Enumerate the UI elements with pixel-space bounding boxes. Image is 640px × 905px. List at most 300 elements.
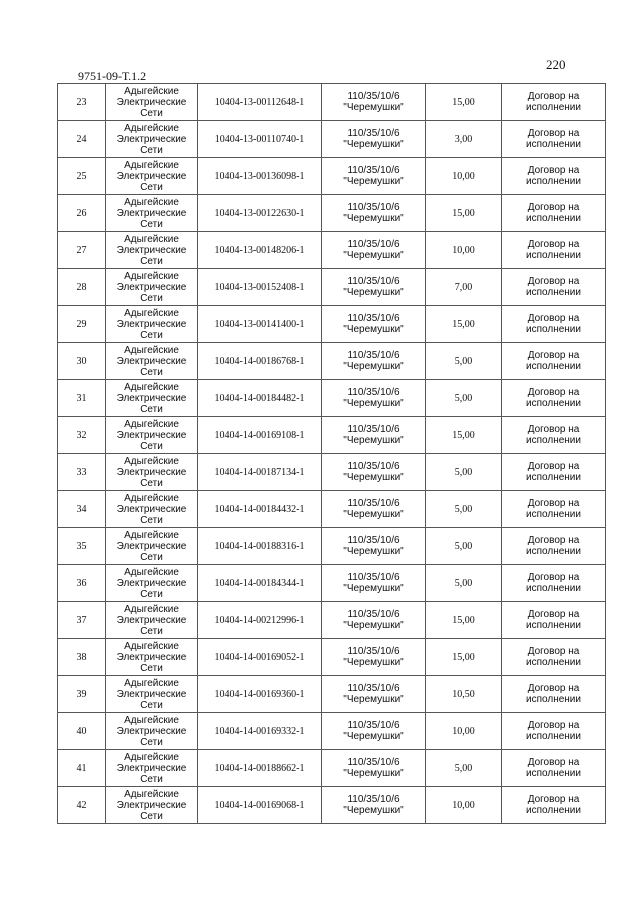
substation-line: 110/35/10/6 — [347, 572, 400, 583]
application-id: 10404-13-00112648-1 — [214, 96, 305, 108]
power-value: 10,00 — [452, 170, 475, 182]
substation-line: 110/35/10/6 — [347, 535, 400, 546]
application-id: 10404-14-00186768-1 — [214, 355, 305, 367]
substation-cell — [322, 380, 426, 417]
status-cell — [502, 343, 606, 380]
registry-table-body — [58, 84, 606, 824]
power-value: 10,00 — [452, 244, 475, 256]
row-number-cell — [58, 269, 106, 306]
organization-line: Адыгейские — [124, 270, 179, 282]
registry-table — [57, 83, 606, 824]
power-cell — [426, 269, 502, 306]
organization-cell — [106, 306, 198, 343]
organization-cell — [106, 454, 198, 491]
substation-line: 110/35/10/6 — [347, 202, 400, 213]
substation-line: "Черемушки" — [343, 398, 404, 409]
substation-line: "Черемушки" — [343, 139, 404, 150]
table-row — [58, 232, 606, 269]
status-line: исполнении — [526, 805, 581, 816]
application-id: 10404-14-00169108-1 — [214, 429, 305, 441]
table-row — [58, 676, 606, 713]
row-number: 34 — [76, 503, 87, 515]
organization-line: Адыгейские — [124, 677, 179, 689]
row-number: 31 — [76, 392, 87, 404]
organization-line: Сети — [140, 514, 163, 526]
substation-line: "Черемушки" — [343, 176, 404, 187]
substation-line: "Черемушки" — [343, 102, 404, 113]
application-id: 10404-14-00212996-1 — [214, 614, 305, 626]
substation-cell — [322, 121, 426, 158]
power-value: 5,00 — [454, 392, 473, 404]
status-line: исполнении — [526, 324, 581, 335]
status-cell — [502, 528, 606, 565]
status-line: Договор на — [527, 165, 580, 176]
organization-line: Сети — [140, 181, 163, 193]
organization-line: Сети — [140, 403, 163, 415]
table-row — [58, 491, 606, 528]
application-id: 10404-13-00136098-1 — [214, 170, 305, 182]
power-cell — [426, 343, 502, 380]
row-number: 36 — [76, 577, 87, 589]
application-id: 10404-14-00184482-1 — [214, 392, 305, 404]
application-id: 10404-14-00187134-1 — [214, 466, 305, 478]
organization-line: Электрические — [116, 614, 187, 626]
row-number: 26 — [76, 207, 87, 219]
status-line: исполнении — [526, 509, 581, 520]
organization-line: Электрические — [116, 725, 187, 737]
row-number: 35 — [76, 540, 87, 552]
organization-cell — [106, 639, 198, 676]
row-number-cell — [58, 602, 106, 639]
substation-line: 110/35/10/6 — [347, 128, 400, 139]
organization-line: Сети — [140, 588, 163, 600]
organization-line: Электрические — [116, 651, 187, 663]
organization-line: Сети — [140, 810, 163, 822]
application-id: 10404-14-00169052-1 — [214, 651, 305, 663]
organization-line: Адыгейские — [124, 566, 179, 578]
application-id-cell — [198, 639, 322, 676]
row-number-cell — [58, 491, 106, 528]
row-number-cell — [58, 750, 106, 787]
substation-cell — [322, 639, 426, 676]
row-number-cell — [58, 528, 106, 565]
status-line: исполнении — [526, 731, 581, 742]
application-id-cell — [198, 84, 322, 121]
power-value: 15,00 — [452, 96, 475, 108]
organization-line: Электрические — [116, 392, 187, 404]
application-id-cell — [198, 787, 322, 824]
status-line: исполнении — [526, 472, 581, 483]
status-line: Договор на — [527, 646, 580, 657]
application-id: 10404-13-00148206-1 — [214, 244, 305, 256]
organization-line: Электрические — [116, 577, 187, 589]
row-number-cell — [58, 417, 106, 454]
organization-cell — [106, 750, 198, 787]
organization-line: Сети — [140, 477, 163, 489]
power-value: 5,00 — [454, 540, 473, 552]
substation-line: "Черемушки" — [343, 435, 404, 446]
status-line: Договор на — [527, 276, 580, 287]
organization-line: Сети — [140, 736, 163, 748]
application-id-cell — [198, 417, 322, 454]
substation-line: "Черемушки" — [343, 509, 404, 520]
application-id: 10404-14-00184344-1 — [214, 577, 305, 589]
status-cell — [502, 676, 606, 713]
organization-line: Адыгейские — [124, 307, 179, 319]
organization-line: Электрические — [116, 355, 187, 367]
status-line: Договор на — [527, 498, 580, 509]
organization-line: Адыгейские — [124, 196, 179, 208]
substation-line: 110/35/10/6 — [347, 757, 400, 768]
status-line: Договор на — [527, 794, 580, 805]
table-row — [58, 565, 606, 602]
row-number-cell — [58, 195, 106, 232]
status-line: Договор на — [527, 424, 580, 435]
status-line: Договор на — [527, 535, 580, 546]
application-id: 10404-13-00152408-1 — [214, 281, 305, 293]
status-line: Договор на — [527, 239, 580, 250]
power-value: 10,00 — [452, 799, 475, 811]
organization-cell — [106, 158, 198, 195]
organization-line: Сети — [140, 440, 163, 452]
row-number: 40 — [76, 725, 87, 737]
status-line: Договор на — [527, 757, 580, 768]
organization-line: Электрические — [116, 207, 187, 219]
application-id-cell — [198, 269, 322, 306]
status-line: исполнении — [526, 139, 581, 150]
organization-line: Сети — [140, 773, 163, 785]
application-id-cell — [198, 713, 322, 750]
power-cell — [426, 84, 502, 121]
substation-line: 110/35/10/6 — [347, 424, 400, 435]
power-value: 5,00 — [454, 466, 473, 478]
organization-line: Электрические — [116, 762, 187, 774]
row-number: 24 — [76, 133, 87, 145]
substation-cell — [322, 491, 426, 528]
power-cell — [426, 787, 502, 824]
status-cell — [502, 787, 606, 824]
power-cell — [426, 417, 502, 454]
table-row — [58, 121, 606, 158]
application-id-cell — [198, 343, 322, 380]
table-row — [58, 713, 606, 750]
organization-line: Сети — [140, 551, 163, 563]
organization-line: Адыгейские — [124, 381, 179, 393]
application-id-cell — [198, 565, 322, 602]
application-id: 10404-13-00110740-1 — [214, 133, 305, 145]
organization-line: Адыгейские — [124, 159, 179, 171]
substation-line: "Черемушки" — [343, 731, 404, 742]
status-cell — [502, 380, 606, 417]
organization-cell — [106, 417, 198, 454]
organization-cell — [106, 232, 198, 269]
power-value: 5,00 — [454, 503, 473, 515]
organization-line: Электрические — [116, 170, 187, 182]
application-id: 10404-14-00169332-1 — [214, 725, 305, 737]
organization-line: Электрические — [116, 96, 187, 108]
status-cell — [502, 269, 606, 306]
organization-line: Электрические — [116, 540, 187, 552]
row-number: 25 — [76, 170, 87, 182]
substation-line: 110/35/10/6 — [347, 498, 400, 509]
substation-cell — [322, 713, 426, 750]
application-id-cell — [198, 491, 322, 528]
status-cell — [502, 713, 606, 750]
row-number: 27 — [76, 244, 87, 256]
status-line: исполнении — [526, 361, 581, 372]
organization-line: Сети — [140, 329, 163, 341]
substation-line: "Черемушки" — [343, 250, 404, 261]
substation-cell — [322, 602, 426, 639]
substation-cell — [322, 417, 426, 454]
status-line: исполнении — [526, 250, 581, 261]
status-cell — [502, 417, 606, 454]
organization-line: Сети — [140, 144, 163, 156]
substation-line: 110/35/10/6 — [347, 276, 400, 287]
status-line: исполнении — [526, 583, 581, 594]
substation-line: 110/35/10/6 — [347, 609, 400, 620]
application-id-cell — [198, 602, 322, 639]
application-id-cell — [198, 676, 322, 713]
row-number: 37 — [76, 614, 87, 626]
organization-line: Адыгейские — [124, 122, 179, 134]
organization-line: Электрические — [116, 466, 187, 478]
organization-line: Адыгейские — [124, 344, 179, 356]
organization-cell — [106, 713, 198, 750]
organization-line: Адыгейские — [124, 640, 179, 652]
application-id: 10404-14-00188316-1 — [214, 540, 305, 552]
substation-line: 110/35/10/6 — [347, 646, 400, 657]
substation-line: 110/35/10/6 — [347, 239, 400, 250]
application-id-cell — [198, 232, 322, 269]
substation-line: "Черемушки" — [343, 768, 404, 779]
application-id-cell — [198, 750, 322, 787]
status-line: исполнении — [526, 398, 581, 409]
substation-line: "Черемушки" — [343, 583, 404, 594]
table-row — [58, 306, 606, 343]
substation-cell — [322, 676, 426, 713]
status-line: исполнении — [526, 657, 581, 668]
organization-line: Электрические — [116, 133, 187, 145]
organization-line: Сети — [140, 218, 163, 230]
substation-cell — [322, 750, 426, 787]
power-value: 15,00 — [452, 318, 475, 330]
table-row — [58, 195, 606, 232]
status-line: Договор на — [527, 720, 580, 731]
substation-cell — [322, 269, 426, 306]
status-line: Договор на — [527, 387, 580, 398]
status-line: исполнении — [526, 768, 581, 779]
status-cell — [502, 232, 606, 269]
row-number: 33 — [76, 466, 87, 478]
substation-cell — [322, 787, 426, 824]
organization-line: Адыгейские — [124, 751, 179, 763]
table-row — [58, 380, 606, 417]
table-row — [58, 454, 606, 491]
organization-cell — [106, 676, 198, 713]
row-number: 28 — [76, 281, 87, 293]
substation-cell — [322, 195, 426, 232]
power-value: 15,00 — [452, 614, 475, 626]
substation-cell — [322, 528, 426, 565]
power-value: 10,50 — [452, 688, 475, 700]
organization-line: Электрические — [116, 244, 187, 256]
status-cell — [502, 84, 606, 121]
table-row — [58, 750, 606, 787]
substation-line: 110/35/10/6 — [347, 387, 400, 398]
substation-line: "Черемушки" — [343, 324, 404, 335]
status-line: Договор на — [527, 202, 580, 213]
organization-cell — [106, 343, 198, 380]
organization-line: Адыгейские — [124, 418, 179, 430]
application-id-cell — [198, 454, 322, 491]
row-number: 32 — [76, 429, 87, 441]
organization-line: Электрические — [116, 688, 187, 700]
row-number-cell — [58, 787, 106, 824]
table-row — [58, 528, 606, 565]
organization-line: Сети — [140, 366, 163, 378]
status-line: исполнении — [526, 287, 581, 298]
power-cell — [426, 232, 502, 269]
power-cell — [426, 602, 502, 639]
power-value: 15,00 — [452, 207, 475, 219]
status-line: Договор на — [527, 313, 580, 324]
power-value: 5,00 — [454, 577, 473, 589]
status-cell — [502, 602, 606, 639]
status-cell — [502, 639, 606, 676]
organization-line: Сети — [140, 662, 163, 674]
row-number-cell — [58, 713, 106, 750]
application-id: 10404-14-00169360-1 — [214, 688, 305, 700]
substation-cell — [322, 306, 426, 343]
application-id-cell — [198, 306, 322, 343]
organization-line: Сети — [140, 292, 163, 304]
organization-line: Электрические — [116, 503, 187, 515]
status-line: исполнении — [526, 176, 581, 187]
substation-line: 110/35/10/6 — [347, 165, 400, 176]
organization-cell — [106, 565, 198, 602]
organization-cell — [106, 269, 198, 306]
application-id: 10404-14-00184432-1 — [214, 503, 305, 515]
status-cell — [502, 750, 606, 787]
power-cell — [426, 676, 502, 713]
document-code: 9751-09-Т.1.2 — [78, 69, 147, 83]
power-cell — [426, 565, 502, 602]
application-id: 10404-14-00169068-1 — [214, 799, 305, 811]
substation-line: "Черемушки" — [343, 287, 404, 298]
status-line: Договор на — [527, 91, 580, 102]
row-number: 23 — [76, 96, 87, 108]
power-value: 10,00 — [452, 725, 475, 737]
power-cell — [426, 306, 502, 343]
organization-line: Адыгейские — [124, 714, 179, 726]
power-cell — [426, 158, 502, 195]
substation-cell — [322, 454, 426, 491]
table-row — [58, 343, 606, 380]
page-number: 220 — [546, 57, 566, 72]
organization-line: Сети — [140, 107, 163, 119]
row-number: 38 — [76, 651, 87, 663]
application-id: 10404-13-00141400-1 — [214, 318, 305, 330]
substation-cell — [322, 84, 426, 121]
row-number-cell — [58, 158, 106, 195]
power-cell — [426, 121, 502, 158]
application-id-cell — [198, 158, 322, 195]
substation-cell — [322, 565, 426, 602]
status-line: Договор на — [527, 572, 580, 583]
power-cell — [426, 454, 502, 491]
power-cell — [426, 491, 502, 528]
status-cell — [502, 491, 606, 528]
substation-line: "Черемушки" — [343, 213, 404, 224]
organization-line: Сети — [140, 255, 163, 267]
power-cell — [426, 380, 502, 417]
substation-line: "Черемушки" — [343, 805, 404, 816]
organization-line: Электрические — [116, 799, 187, 811]
power-value: 5,00 — [454, 762, 473, 774]
status-cell — [502, 565, 606, 602]
power-cell — [426, 713, 502, 750]
substation-cell — [322, 158, 426, 195]
status-cell — [502, 158, 606, 195]
power-cell — [426, 750, 502, 787]
status-line: Договор на — [527, 609, 580, 620]
table-row — [58, 269, 606, 306]
table-row — [58, 417, 606, 454]
organization-cell — [106, 84, 198, 121]
application-id-cell — [198, 380, 322, 417]
substation-line: 110/35/10/6 — [347, 720, 400, 731]
substation-line: "Черемушки" — [343, 657, 404, 668]
substation-line: "Черемушки" — [343, 361, 404, 372]
status-cell — [502, 454, 606, 491]
organization-cell — [106, 602, 198, 639]
row-number: 39 — [76, 688, 87, 700]
row-number-cell — [58, 121, 106, 158]
status-cell — [502, 121, 606, 158]
table-row — [58, 158, 606, 195]
table-row — [58, 639, 606, 676]
substation-line: "Черемушки" — [343, 546, 404, 557]
organization-line: Адыгейские — [124, 492, 179, 504]
application-id: 10404-13-00122630-1 — [214, 207, 305, 219]
row-number-cell — [58, 454, 106, 491]
status-line: исполнении — [526, 102, 581, 113]
row-number: 29 — [76, 318, 87, 330]
row-number-cell — [58, 639, 106, 676]
substation-cell — [322, 232, 426, 269]
row-number-cell — [58, 84, 106, 121]
organization-line: Электрические — [116, 281, 187, 293]
substation-cell — [322, 343, 426, 380]
status-cell — [502, 306, 606, 343]
power-cell — [426, 528, 502, 565]
status-line: Договор на — [527, 461, 580, 472]
table-row — [58, 787, 606, 824]
power-value: 7,00 — [454, 281, 473, 293]
organization-cell — [106, 195, 198, 232]
organization-line: Сети — [140, 625, 163, 637]
substation-line: 110/35/10/6 — [347, 91, 400, 102]
table-row — [58, 84, 606, 121]
substation-line: "Черемушки" — [343, 620, 404, 631]
status-line: исполнении — [526, 435, 581, 446]
power-cell — [426, 639, 502, 676]
table-row — [58, 602, 606, 639]
substation-line: 110/35/10/6 — [347, 794, 400, 805]
organization-cell — [106, 528, 198, 565]
status-line: Договор на — [527, 350, 580, 361]
